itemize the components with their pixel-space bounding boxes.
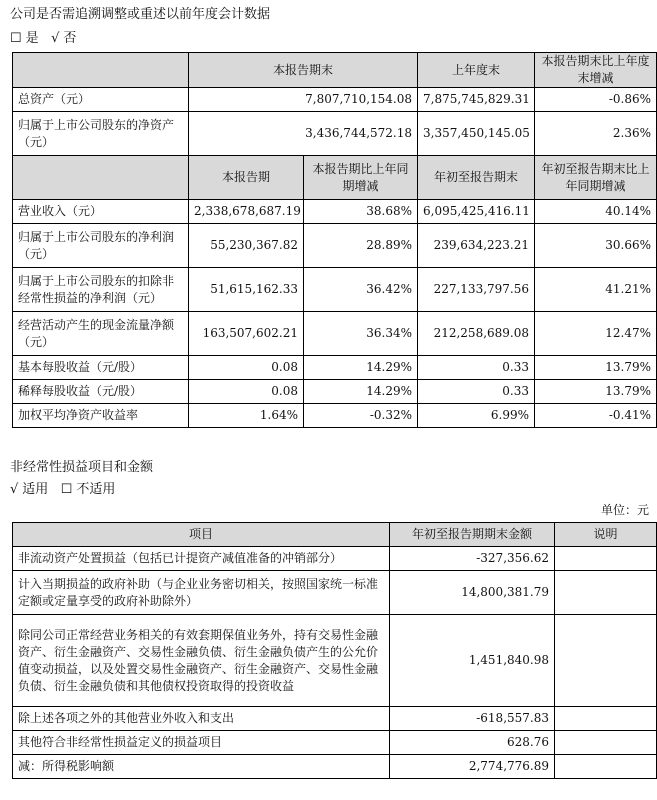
column-header: 上年度末 <box>418 53 535 88</box>
column-header: 本报告期比上年同期增减 <box>304 156 418 200</box>
table-subheader-row <box>13 156 657 200</box>
cell-value: 239,634,223.21 <box>418 224 535 268</box>
cell-value: 12.47% <box>535 312 657 356</box>
cell-value: 13.79% <box>535 356 657 380</box>
nonrecurring-table <box>12 522 657 779</box>
cell-value: 30.66% <box>535 224 657 268</box>
cell-value: 2.36% <box>535 112 657 156</box>
cell-value: 55,230,367.82 <box>189 224 304 268</box>
row-label: 归属于上市公司股东的净利润（元） <box>13 224 189 268</box>
table-header-row <box>13 53 657 88</box>
retro-adjust-options <box>10 27 76 46</box>
table-row <box>13 380 657 404</box>
cell-note <box>555 547 657 571</box>
cell-value: -0.32% <box>304 404 418 428</box>
row-label: 基本每股收益（元/股） <box>13 356 189 380</box>
nonrecurring-options <box>10 478 115 497</box>
table-row <box>13 356 657 380</box>
cell-value: 7,807,710,154.08 <box>189 88 418 112</box>
unit-label: 单位：元 <box>600 503 649 517</box>
row-label: 归属于上市公司股东的扣除非经常性损益的净利润（元） <box>13 268 189 312</box>
table-row <box>13 404 657 428</box>
table-row <box>13 547 657 571</box>
checkbox-no[interactable]: √ <box>51 31 60 46</box>
cell-amount: 628.76 <box>390 731 555 755</box>
cell-value: 41.21% <box>535 268 657 312</box>
column-header: 说明 <box>555 523 657 547</box>
cell-value: 0.08 <box>189 356 304 380</box>
table-row <box>13 615 657 707</box>
cell-value: 0.33 <box>418 380 535 404</box>
header-blank <box>13 53 189 88</box>
table-row <box>13 731 657 755</box>
table-row <box>13 200 657 224</box>
cell-value: 14.29% <box>304 356 418 380</box>
column-header: 年初至报告期末比上年同期增减 <box>535 156 657 200</box>
key-financial-data-table <box>12 52 657 428</box>
cell-value: 0.08 <box>189 380 304 404</box>
cell-amount: -327,356.62 <box>390 547 555 571</box>
column-header: 本报告期末比上年度末增减 <box>535 53 657 88</box>
table-row <box>13 571 657 615</box>
cell-value: 36.42% <box>304 268 418 312</box>
row-label: 其他符合非经常性损益定义的损益项目 <box>13 731 390 755</box>
table-row <box>13 268 657 312</box>
row-label: 归属于上市公司股东的净资产（元） <box>13 112 189 156</box>
table-row <box>13 88 657 112</box>
row-label: 营业收入（元） <box>13 200 189 224</box>
column-header: 年初至报告期末 <box>418 156 535 200</box>
row-label: 减：所得税影响额 <box>13 755 390 779</box>
cell-note <box>555 731 657 755</box>
column-header: 本报告期 <box>189 156 304 200</box>
option-apply-label: 适用 <box>22 482 49 497</box>
row-label: 除上述各项之外的其他营业外收入和支出 <box>13 707 390 731</box>
column-header: 项目 <box>13 523 390 547</box>
cell-value: 6,095,425,416.11 <box>418 200 535 224</box>
cell-value: -0.41% <box>535 404 657 428</box>
checkbox-apply[interactable]: √ <box>10 482 19 497</box>
row-label: 经营活动产生的现金流量净额（元） <box>13 312 189 356</box>
cell-value: 7,875,745,829.31 <box>418 88 535 112</box>
cell-value: 3,436,744,572.18 <box>189 112 418 156</box>
retro-adjust-title: 公司是否需追溯调整或重述以前年度会计数据 <box>10 7 271 22</box>
cell-amount: 14,800,381.79 <box>390 571 555 615</box>
cell-value: 38.68% <box>304 200 418 224</box>
column-header: 年初至报告期期末金额 <box>390 523 555 547</box>
cell-value: 51,615,162.33 <box>189 268 304 312</box>
option-yes-label: 是 <box>25 31 39 46</box>
cell-value: 2,338,678,687.19 <box>189 200 304 224</box>
cell-note <box>555 615 657 707</box>
option-no-label: 否 <box>63 31 77 46</box>
header-blank <box>13 156 189 200</box>
cell-amount: 1,451,840.98 <box>390 615 555 707</box>
row-label: 总资产（元） <box>13 88 189 112</box>
cell-value: 6.99% <box>418 404 535 428</box>
row-label: 稀释每股收益（元/股） <box>13 380 189 404</box>
cell-value: 13.79% <box>535 380 657 404</box>
cell-note <box>555 755 657 779</box>
cell-value: 1.64% <box>189 404 304 428</box>
row-label: 除同公司正常经营业务相关的有效套期保值业务外，持有交易性金融资产、衍生金融资产、交易性金融负债、衍生金融负债产生的公允价值变动损益，以及处置交易性金融资产、衍生金融资产、交易性金融负债、衍生金融负债和其他债权投资取得的投资收益 <box>13 615 390 707</box>
cell-value: 14.29% <box>304 380 418 404</box>
cell-note <box>555 571 657 615</box>
table-row <box>13 112 657 156</box>
row-label: 计入当期损益的政府补助（与企业业务密切相关，按照国家统一标准定额或定量享受的政府补助除外） <box>13 571 390 615</box>
cell-note <box>555 707 657 731</box>
cell-value: 0.33 <box>418 356 535 380</box>
cell-amount: -618,557.83 <box>390 707 555 731</box>
cell-value: 212,258,689.08 <box>418 312 535 356</box>
row-label: 非流动资产处置损益（包括已计提资产减值准备的冲销部分） <box>13 547 390 571</box>
table-header-row <box>13 523 657 547</box>
row-label: 加权平均净资产收益率 <box>13 404 189 428</box>
cell-value: 227,133,797.56 <box>418 268 535 312</box>
cell-value: 40.14% <box>535 200 657 224</box>
column-header: 本报告期末 <box>189 53 418 88</box>
checkbox-not-apply[interactable]: ☐ <box>60 482 73 497</box>
checkbox-yes[interactable]: ☐ <box>10 31 22 46</box>
table-row <box>13 312 657 356</box>
option-not-apply-label: 不适用 <box>76 482 116 497</box>
table-row <box>13 224 657 268</box>
cell-value: -0.86% <box>535 88 657 112</box>
nonrecurring-title: 非经常性损益项目和金额 <box>10 460 154 475</box>
cell-value: 36.34% <box>304 312 418 356</box>
table-row <box>13 755 657 779</box>
cell-value: 3,357,450,145.05 <box>418 112 535 156</box>
cell-value: 28.89% <box>304 224 418 268</box>
cell-value: 163,507,602.21 <box>189 312 304 356</box>
table-row <box>13 707 657 731</box>
cell-amount: 2,774,776.89 <box>390 755 555 779</box>
